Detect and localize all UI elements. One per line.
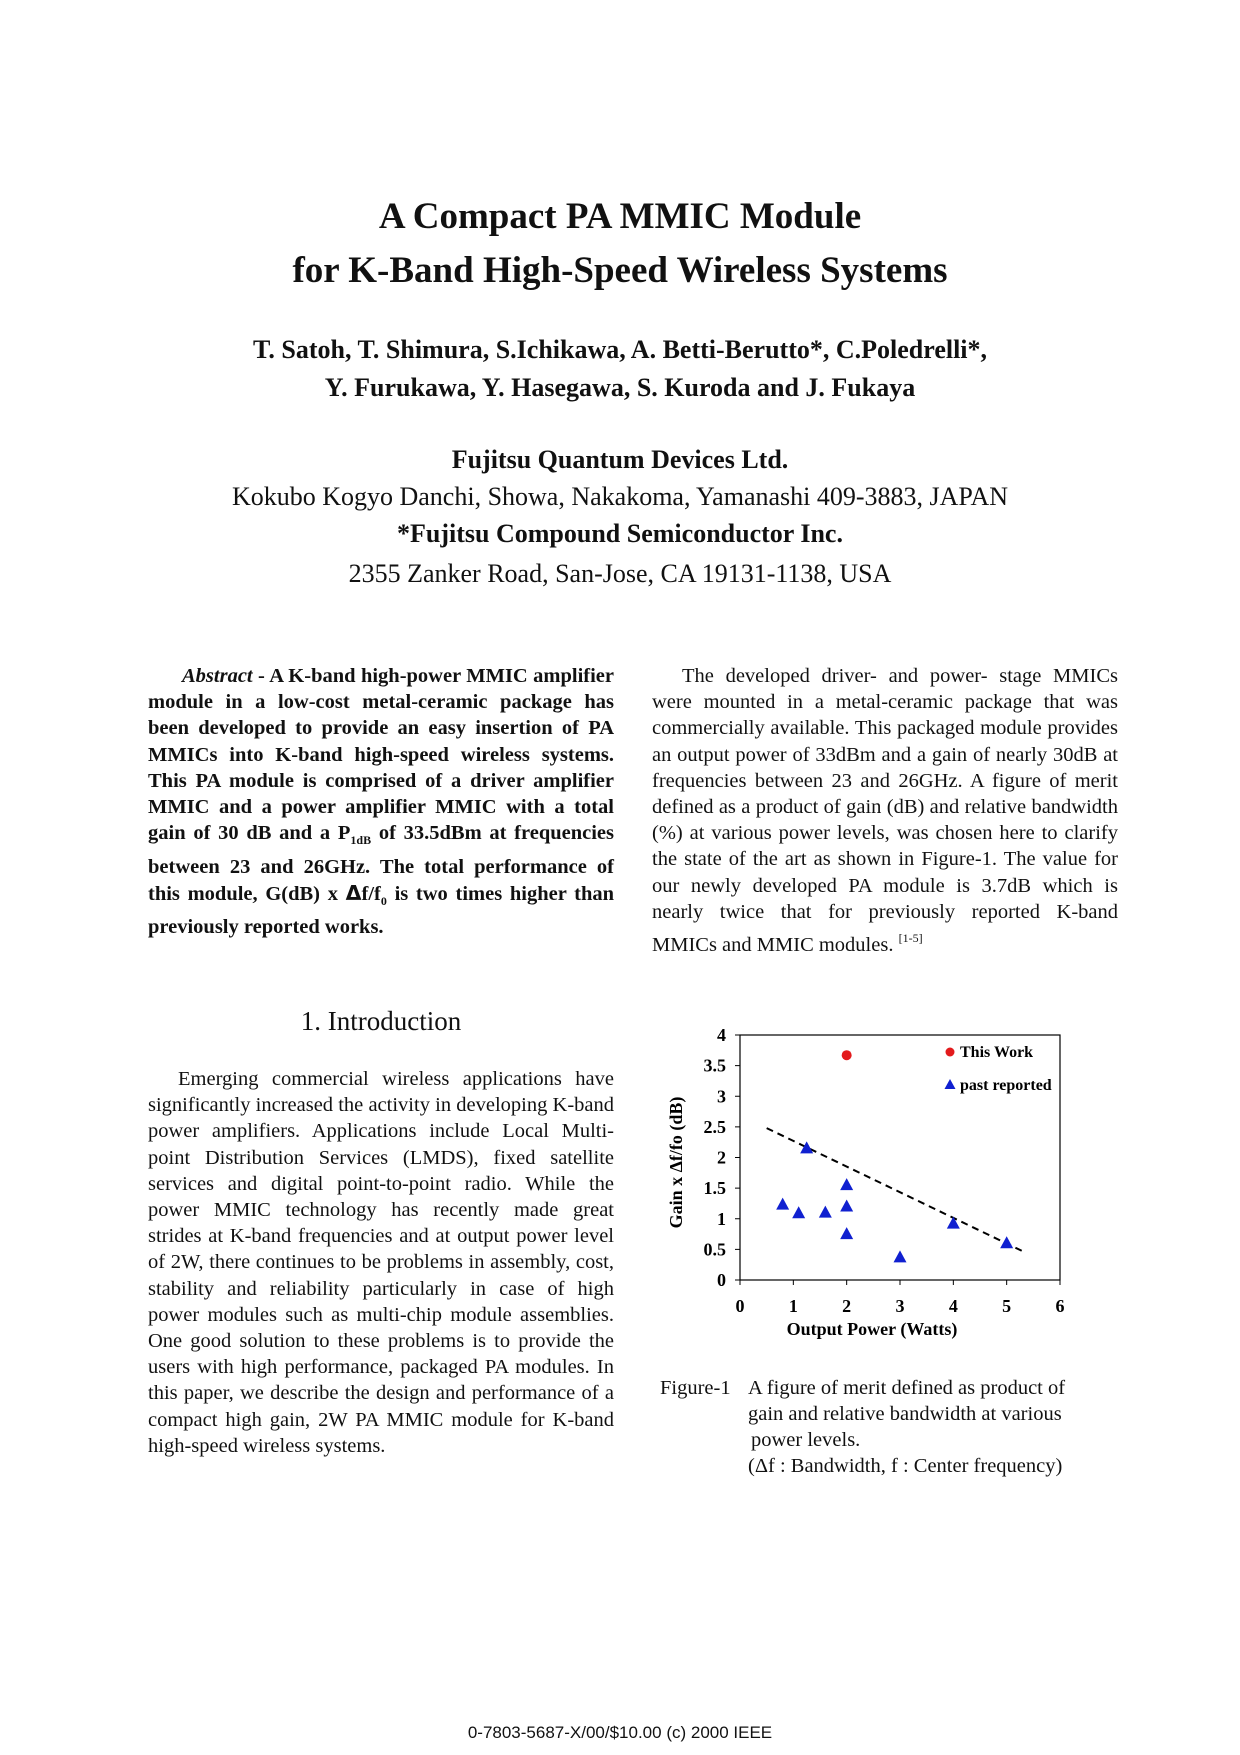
figure-1-chart <box>660 1020 1080 1340</box>
right-column-body: The developed driver- and power- stage MMICs were mounted in a metal-ceramic package that was commercially available. This packaged module provides an output power of 33dBm and a gain of nearly 30dB at frequencies between 23 and 26GHz. A figure of merit defined as a product of gain (dB) and relative bandwidth (%) at various power levels, was chosen here to clarify the state of the art as shown in Figure-1. The value for our newly developed PA module is 3.7dB which is nearly twice that for previously reported K-band MMICs and MMIC modules. <box>652 665 1118 957</box>
point-past-reported <box>1000 1236 1013 1248</box>
abstract-body-4: is two times higher than previously reported works. <box>148 882 615 939</box>
x-tick-label: 3 <box>895 1296 905 1316</box>
plot-area <box>740 1035 1060 1280</box>
legend-marker-past-reported <box>945 1079 956 1089</box>
caption-line-1: A figure of merit defined as product of <box>748 1377 1066 1399</box>
y-axis-label: Gain x Δf/fo (dB) <box>666 1096 686 1229</box>
abstract-body-2: of 33.5dBm at frequencies between 23 and 26GHz. The total performance of this module, G(dB) x <box>148 822 614 905</box>
point-past-reported <box>894 1250 907 1262</box>
x-tick-label: 1 <box>788 1296 798 1316</box>
legend-label: This Work <box>960 1044 1034 1061</box>
right-column-text <box>652 663 1118 958</box>
caption-line-2: gain and relative bandwidth at various <box>748 1403 1062 1425</box>
delta-symbol: Δ <box>345 880 362 905</box>
point-past-reported <box>800 1141 813 1153</box>
x-axis-label: Output Power (Watts) <box>786 1319 958 1339</box>
y-tick-label: 0 <box>717 1270 726 1290</box>
f0-subscript: 0 <box>380 893 387 908</box>
copyright-footer: 0-7803-5687-X/00/$10.00 (c) 2000 IEEE <box>467 1723 773 1742</box>
point-this-work <box>842 1050 852 1060</box>
introduction-text: Emerging commercial wireless applications have significantly increased the activity in developing K-band power amplifiers. Applications include Local Multi-point Distribution Services (LMDS), fixed satellite services and digital point-to-point radio. While the power MMIC technology has recently made great strides at K-band frequencies and at output power level of 2W, there continues to be problems in assembly, cost, stability and reliability particularly in case of high power modules such as multi-chip module assemblies. One good solution to these problems is to provide the users with high performance, packaged PA modules. In this paper, we describe the design and performance of a compact high gain, 2W PA MMIC module for K-band high-speed wireless systems. <box>148 1068 614 1457</box>
y-axis <box>704 1025 741 1290</box>
point-past-reported <box>947 1217 960 1229</box>
caption-label: Figure-1 <box>660 1377 731 1399</box>
y-tick-label: 0.5 <box>703 1239 726 1260</box>
affiliation-1-name: Fujitsu Quantum Devices Ltd. <box>451 445 789 474</box>
affiliation-2-name: *Fujitsu Compound Semiconductor Inc. <box>397 519 843 548</box>
title-line-2: for K-Band High-Speed Wireless Systems <box>292 250 948 291</box>
y-tick-label: 2.5 <box>703 1116 726 1137</box>
y-tick-label: 4 <box>717 1025 726 1045</box>
caption-line-3: power levels. <box>751 1429 861 1451</box>
point-past-reported <box>840 1200 853 1212</box>
title-line-1: A Compact PA MMIC Module <box>378 196 862 237</box>
x-tick-label: 6 <box>1055 1296 1065 1316</box>
point-past-reported <box>792 1206 805 1218</box>
y-tick-label: 2 <box>717 1147 726 1168</box>
abstract-body-1: A K-band high-power MMIC amplifier module in a low-cost metal-ceramic package has been developed to provide an easy insertion of PA MMICs into K-band high-speed wireless systems. This PA module is comprised of a driver amplifier MMIC and a power amplifier MMIC with a total gain of 30 dB and a P <box>148 665 614 845</box>
section-heading-introduction: 1. Introduction <box>300 1006 462 1036</box>
y-tick-label: 3.5 <box>703 1055 726 1076</box>
y-tick-label: 3 <box>717 1086 726 1107</box>
authors-line-1: T. Satoh, T. Shimura, S.Ichikawa, A. Betti-Berutto*, C.Poledrelli*, <box>252 335 988 364</box>
abstract <box>148 663 614 940</box>
legend-marker-this-work <box>946 1048 955 1057</box>
legend <box>945 1044 1052 1094</box>
x-tick-label: 0 <box>735 1296 745 1316</box>
author-list <box>0 331 1240 407</box>
x-tick-label: 4 <box>948 1296 958 1316</box>
abstract-dash: - <box>252 665 270 687</box>
point-past-reported <box>840 1227 853 1239</box>
affiliation-2-address: 2355 Zanker Road, San-Jose, CA 19131-1138, USA <box>348 559 892 588</box>
point-past-reported <box>819 1206 832 1218</box>
x-axis <box>736 1280 1065 1316</box>
abstract-body-3: f/f <box>361 882 381 905</box>
x-tick-label: 2 <box>842 1296 852 1316</box>
point-past-reported <box>840 1178 853 1190</box>
citation-reference: [1-5] <box>898 931 923 946</box>
authors-line-2: Y. Furukawa, Y. Hasegawa, S. Kuroda and J. Fukaya <box>324 373 916 402</box>
point-past-reported <box>776 1198 789 1210</box>
paper-title <box>0 190 1240 298</box>
affiliation-1-address: Kokubo Kogyo Danchi, Showa, Nakakoma, Yamanashi 409-3883, JAPAN <box>231 482 1009 511</box>
p1db-subscript: 1dB <box>350 833 372 848</box>
caption-line-4: (Δf : Bandwidth, f : Center frequency) <box>748 1455 1063 1477</box>
y-tick-label: 1 <box>717 1208 726 1229</box>
abstract-lead: Abstract <box>182 665 253 687</box>
y-tick-label: 1.5 <box>703 1178 726 1199</box>
figure-1-caption <box>660 1375 1120 1479</box>
legend-label: past reported <box>960 1077 1052 1094</box>
x-tick-label: 5 <box>1002 1296 1012 1316</box>
